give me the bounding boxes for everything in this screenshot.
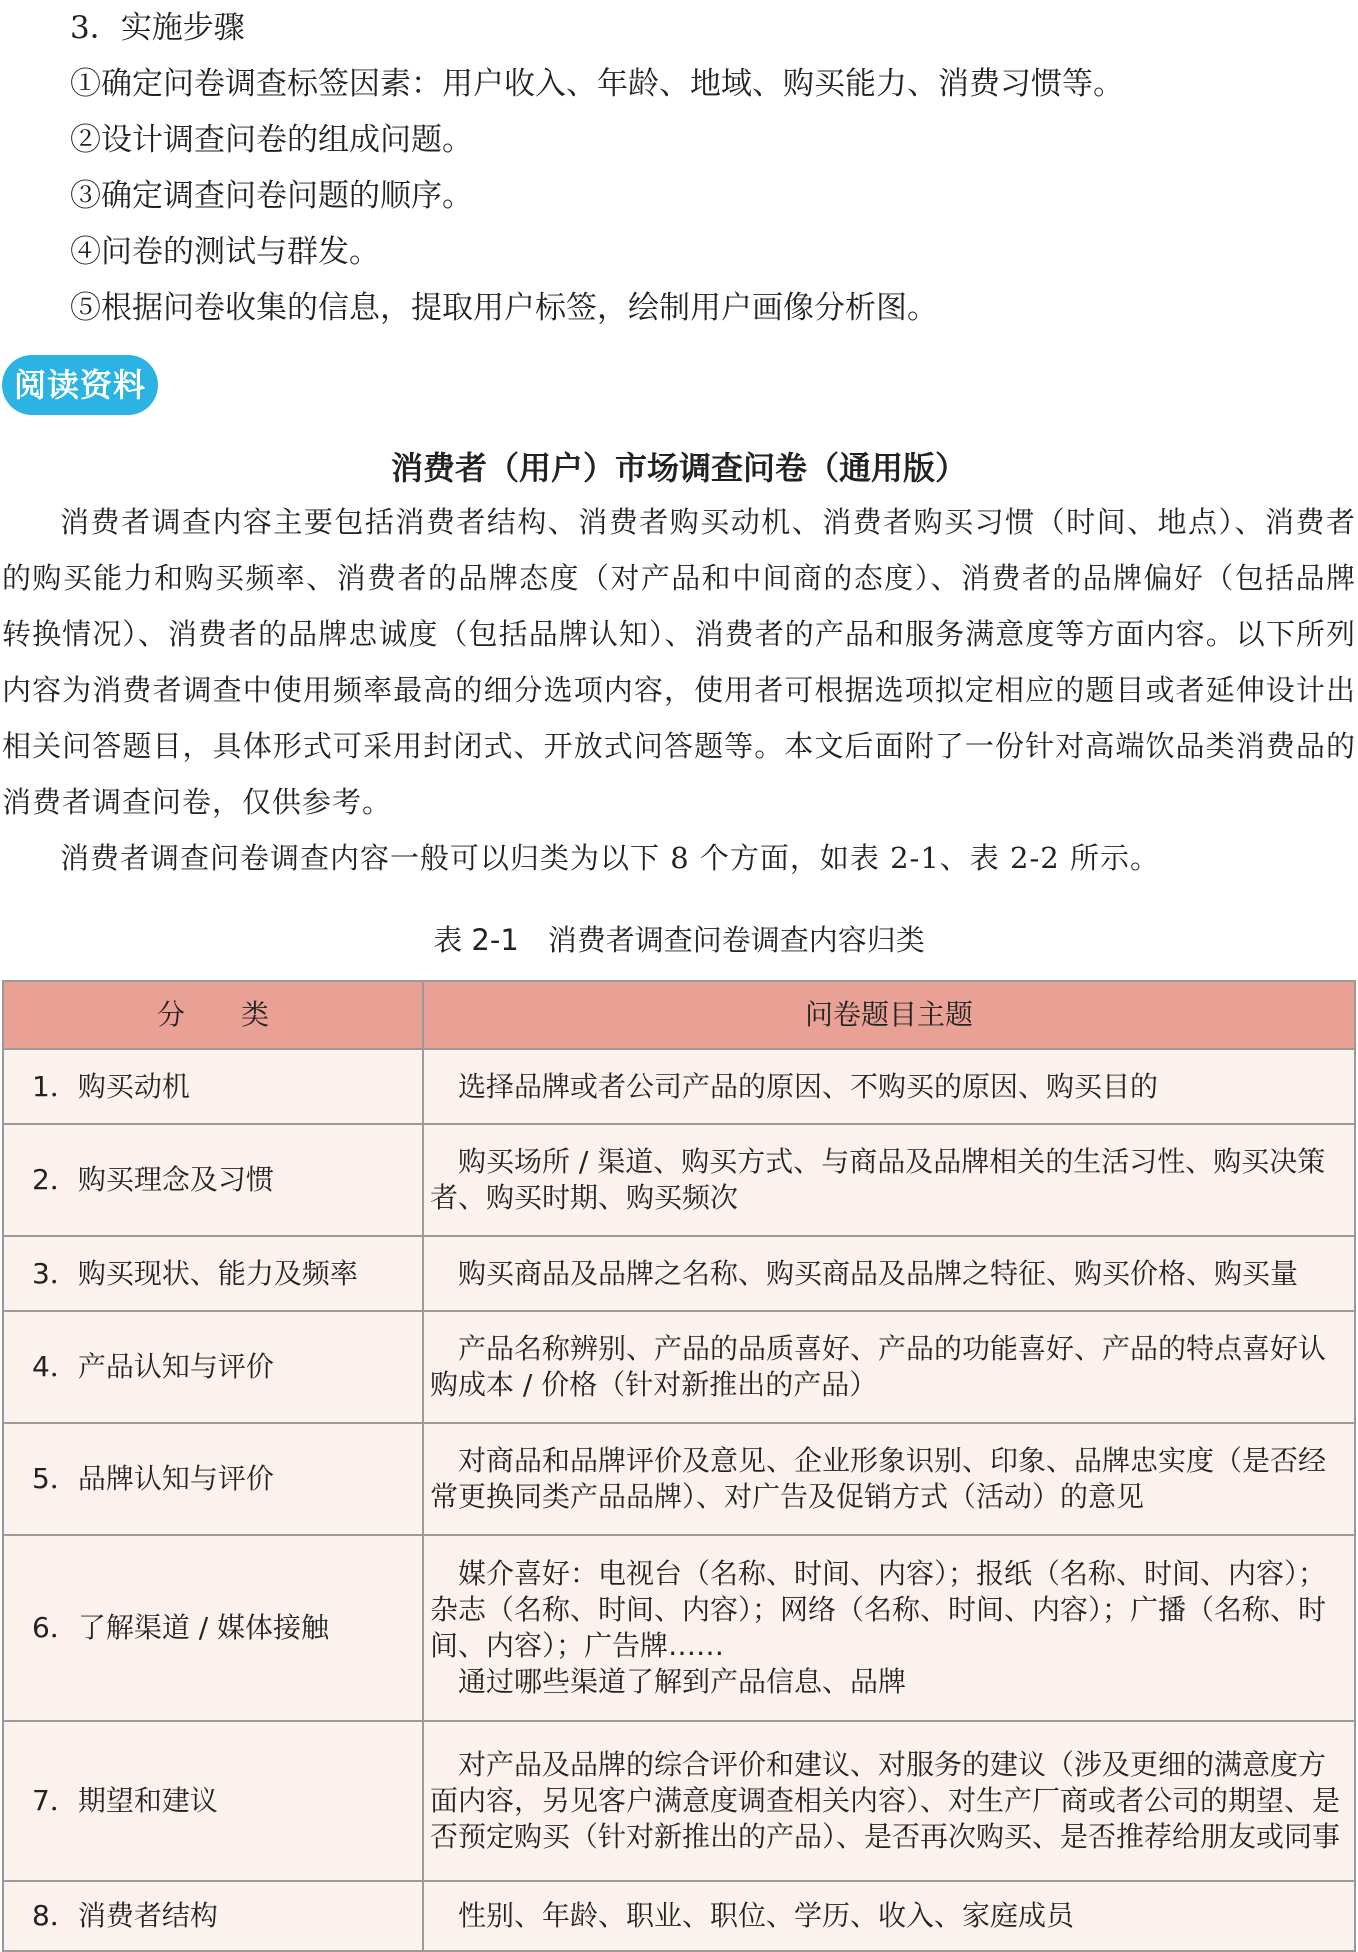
header-category: 分 类 [3, 981, 423, 1049]
table-row [3, 1423, 1355, 1535]
step-item: ③确定调查问卷问题的顺序。 [70, 178, 473, 214]
topic-cell [423, 1236, 1355, 1311]
topic-cell [423, 1311, 1355, 1423]
table-row [3, 1535, 1355, 1721]
category-cell: 4．产品认知与评价 [3, 1311, 423, 1423]
step-item: ⑤根据问卷收集的信息，提取用户标签，绘制用户画像分析图。 [70, 290, 938, 326]
topic-cell [423, 1049, 1355, 1124]
topic-cell [423, 1881, 1355, 1951]
topic-text: 购买场所 / 渠道、购买方式、与商品及品牌相关的生活习性、购买决策者、购买时期、购买频次 [430, 1145, 1326, 1214]
topic-cell [423, 1535, 1355, 1721]
topic-text: 购买商品及品牌之名称、购买商品及品牌之特征、购买价格、购买量 [458, 1256, 1299, 1290]
steps-heading: 3．实施步骤 [70, 10, 245, 46]
topic-cell [423, 1124, 1355, 1236]
paragraph: 消费者调查问卷调查内容一般可以归类为以下 8 个方面，如表 2-1、表 2-2 所示。 [60, 841, 1160, 875]
table-row [3, 1881, 1355, 1951]
paragraph: 消费者调查内容主要包括消费者结构、消费者购买动机、消费者购买习惯（时间、地点）、消费者的购买能力和购买频率、消费者的品牌态度（对产品和中间商的态度）、消费者的品牌偏好（包括品牌转换情况）、消费者的品牌忠诚度（包括品牌认知）、消费者的产品和服务满意度等方面内容。以下所列内容为消费者调查中使用频率最高的细分选项内容，使用者可根据选项拟定相应的题目或者延伸设计出相关问答题目，具体形式可采用封闭式、开放式问答题等。本文后面附了一份针对高端饮品类消费品的消费者调查问卷，仅供参考。 [2, 505, 1356, 819]
table-row [3, 1124, 1355, 1236]
table-row [3, 1311, 1355, 1423]
topic-text: 对商品和品牌评价及意见、企业形象识别、印象、品牌忠实度（是否经常更换同类产品品牌）、对广告及促销方式（活动）的意见 [430, 1444, 1327, 1513]
table-row [3, 1721, 1355, 1881]
category-cell: 3．购买现状、能力及频率 [3, 1236, 423, 1311]
topic-text: 对产品及品牌的综合评价和建议、对服务的建议（涉及更细的满意度方面内容，另见客户满意度调查相关内容）、对生产厂商或者公司的期望、是否预定购买（针对新推出的产品）、是否再次购买、是否推荐给朋友或同事 [430, 1748, 1341, 1853]
body-text [2, 494, 1356, 886]
category-cell: 7．期望和建议 [3, 1721, 423, 1881]
table-header-row [3, 981, 1355, 1049]
topic-text: 性别、年龄、职业、职位、学历、收入、家庭成员 [458, 1899, 1075, 1932]
header-topic: 问卷题目主题 [423, 981, 1355, 1049]
topic-text: 媒介喜好：电视台（名称、时间、内容）；报纸（名称、时间、内容）；杂志（名称、时间、内容）；网络（名称、时间、内容）；广播（名称、时间、内容）；广告牌…… [430, 1557, 1327, 1662]
classification-table [2, 980, 1356, 1952]
category-cell: 5．品牌认知与评价 [3, 1423, 423, 1535]
table-row [3, 1049, 1355, 1124]
table-row [3, 1236, 1355, 1311]
step-item: ②设计调查问卷的组成问题。 [70, 122, 473, 158]
step-item: ①确定问卷调查标签因素：用户收入、年龄、地域、购买能力、消费习惯等。 [70, 66, 1124, 102]
category-cell: 8．消费者结构 [3, 1881, 423, 1951]
topic-cell [423, 1423, 1355, 1535]
step-item: ④问卷的测试与群发。 [70, 234, 380, 270]
category-cell: 6．了解渠道 / 媒体接触 [3, 1535, 423, 1721]
category-cell: 2．购买理念及习惯 [3, 1124, 423, 1236]
table-caption: 表 2-1 消费者调查问卷调查内容归类 [433, 923, 925, 957]
topic-text: 通过哪些渠道了解到产品信息、品牌 [458, 1665, 907, 1698]
document-title: 消费者（用户）市场调查问卷（通用版） [390, 449, 967, 487]
topic-text: 产品名称辨别、产品的品质喜好、产品的功能喜好、产品的特点喜好认购成本 / 价格（针对新推出的产品） [430, 1332, 1327, 1401]
implementation-steps [70, 0, 1340, 336]
reading-material-badge: 阅读资料 [2, 355, 158, 415]
topic-cell [423, 1721, 1355, 1881]
topic-text: 选择品牌或者公司产品的原因、不购买的原因、购买目的 [458, 1069, 1159, 1103]
category-cell: 1．购买动机 [3, 1049, 423, 1124]
